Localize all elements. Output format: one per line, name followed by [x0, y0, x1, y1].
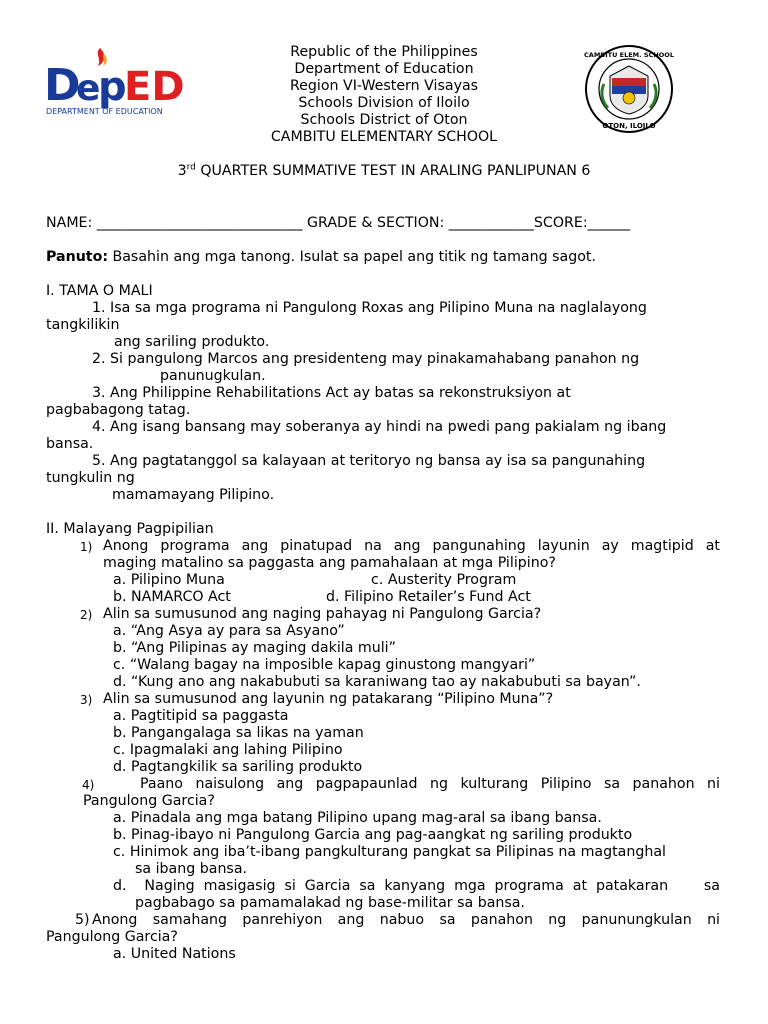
svg-text:e: e [76, 68, 101, 109]
part1-item: 3. Ang Philippine Rehabilitations Act ay batas sa rekonstruksiyon at [92, 385, 571, 401]
header-line-republic: Republic of the Philippines [290, 44, 478, 60]
q4-choice: c. Hinimok ang iba’t-ibang pangkulturang pangkat sa Pilipinas na magtanghal [113, 844, 666, 860]
q3-choice: d. Pagtangkilik sa sariling produkto [113, 759, 363, 775]
instructions [46, 249, 596, 266]
student-info-line: NAME: _____________________________ GRADE & SECTION: ____________SCORE:______ [46, 215, 631, 231]
q4-choice-cont: pagbabago sa pamamalakad ng base-militar sa bansa. [135, 895, 526, 911]
q2-choice: d. “Kung ano ang nakabubuti sa karaniwang tao ay nakabubuti sa bayan”. [113, 674, 641, 690]
part1-item: 4. Ang isang bansang may soberanya ay hindi na pwedi pang pakialam ng ibang [92, 419, 667, 435]
part2-title: II. Malayang Pagpipilian [46, 521, 214, 537]
q5-text-cont: Pangulong Garcia? [46, 929, 178, 945]
q4-choice: d. Naging masigasig si Garcia sa kanyang mga programa at patakaran sa [113, 878, 720, 894]
svg-text:CAMBITU ELEM. SCHOOL: CAMBITU ELEM. SCHOOL [584, 51, 674, 59]
part1-item: panunugkulan. [160, 368, 266, 384]
q3-choice: c. Ipagmalaki ang lahing Pilipino [113, 742, 343, 758]
part1-item: mamamayang Pilipino. [112, 487, 275, 503]
instructions-text: Basahin ang mga tanong. Isulat sa papel ang titik ng tamang sagot. [108, 249, 596, 265]
part1-item: 1. Isa sa mga programa ni Pangulong Roxas ang Pilipino Muna na naglalayong [92, 300, 647, 316]
q1-choice-a: a. Pilipino Muna [113, 572, 225, 588]
instructions-label: Panuto: [46, 249, 108, 265]
svg-text:OTON, ILOILO: OTON, ILOILO [602, 122, 656, 130]
q4-text-cont: Pangulong Garcia? [83, 793, 215, 809]
q2-text: Alin sa sumusunod ang naging pahayag ni Pangulong Garcia? [103, 606, 542, 622]
part1-title: I. TAMA O MALI [46, 283, 153, 299]
q3-number: 3) [80, 693, 93, 707]
q2-choice: b. “Ang Pilipinas ay maging dakila muli” [113, 640, 396, 656]
part1-item: 2. Si pangulong Marcos ang presidenteng may pinakamahabang panahon ng [92, 351, 640, 367]
q4-number: 4) [82, 778, 95, 792]
q1-choice-d: d. Filipino Retailer’s Fund Act [326, 589, 531, 605]
header-line-department: Department of Education [294, 61, 474, 77]
part1-item: 5. Ang pagtatanggol sa kalayaan at teritoryo ng bansa ay isa sa pangunahing [92, 453, 646, 469]
q4-choice-cont: sa ibang bansa. [135, 861, 248, 877]
q1-text-cont: maging matalino sa paggasta ang pamahalaan at mga Pilipino? [103, 555, 556, 571]
q4-text: Paano naisulong ang pagpapaunlad ng kulturang Pilipino sa panahon ni [140, 776, 720, 792]
svg-text:D: D [44, 60, 81, 111]
q1-text: Anong programa ang pinatupad na ang pangunahing layunin ay magtipid at [103, 538, 720, 554]
part1-item: tangkilikin [46, 317, 120, 333]
q5-text: Anong samahang panrehiyon ang nabuo sa panahon ng panunungkulan ni [92, 912, 720, 928]
q1-choice-c: c. Austerity Program [371, 572, 517, 588]
part1-item: ang sariling produkto. [114, 334, 270, 350]
part1-item: bansa. [46, 436, 94, 452]
q5-choice: a. United Nations [113, 946, 236, 962]
q1-number: 1) [80, 540, 93, 554]
svg-text:ED: ED [124, 64, 185, 110]
q3-choice: a. Pagtitipid sa paggasta [113, 708, 289, 724]
q2-number: 2) [80, 608, 93, 622]
header-line-region: Region VI-Western Visayas [289, 78, 479, 94]
part1-item: pagbabagong tatag. [46, 402, 191, 418]
test-title: 3rd QUARTER SUMMATIVE TEST IN ARALING PANLIPUNAN 6 [177, 162, 591, 179]
q4-choice: a. Pinadala ang mga batang Pilipino upang mag-aral sa ibang bansa. [113, 810, 602, 826]
svg-text:p: p [98, 64, 127, 110]
q2-choice: a. “Ang Asya ay para sa Asyano” [113, 623, 345, 639]
q1-choice-b: b. NAMARCO Act [113, 589, 231, 605]
header-line-district: Schools District of Oton [300, 112, 468, 128]
header-line-division: Schools Division of Iloilo [298, 95, 470, 111]
q5-number: 5) [75, 912, 90, 928]
q3-choice: b. Pangangalaga sa likas na yaman [113, 725, 364, 741]
header-line-school: CAMBITU ELEMENTARY SCHOOL [270, 129, 498, 145]
q3-text: Alin sa sumusunod ang layunin ng patakarang “Pilipino Muna”? [103, 691, 554, 707]
q2-choice: c. “Walang bagay na imposible kapag ginustong mangyari” [113, 657, 536, 673]
deped-subtitle: DEPARTMENT OF EDUCATION [46, 107, 163, 116]
q4-choice: b. Pinag-ibayo ni Pangulong Garcia ang pag-aangkat ng sariling produkto [113, 827, 633, 843]
part1-item: tungkulin ng [46, 470, 135, 486]
